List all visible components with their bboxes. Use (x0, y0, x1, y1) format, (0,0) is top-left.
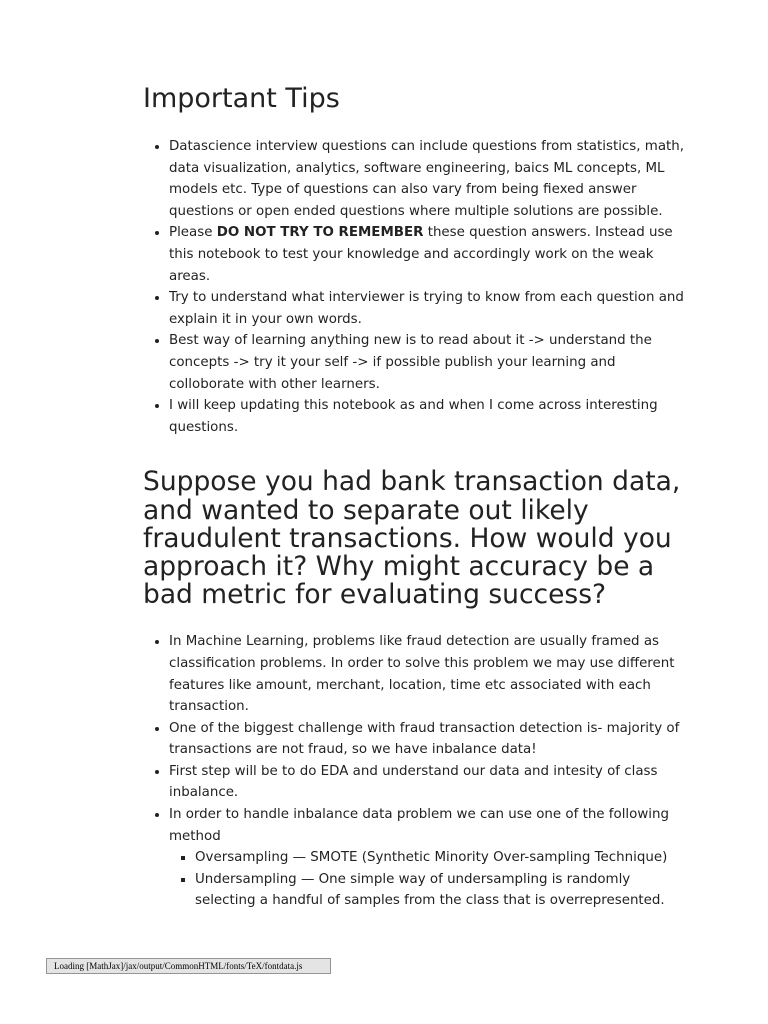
method-sublist (169, 847, 688, 912)
list-item-text: In order to handle inbalance data problem we can use one of the following method (169, 807, 669, 844)
list-item: • Datascience interview questions can include questions from statistics, math, data visualization, analytics, software engineering, baics ML concepts, ML models etc. Type of questions can also vary from being fiexed answer questions or open ended questions where multiple solutions are possible. (169, 136, 688, 222)
sub-list-item: ▪ Oversampling — SMOTE (Synthetic Minority Over-sampling Technique) (195, 847, 688, 869)
answer-list (143, 631, 688, 912)
emphasis-text: DO NOT TRY TO REMEMBER (216, 225, 424, 241)
list-item-text: these question answers. Instead use this notebook to test your knowledge and accordingly work on the weak areas. (169, 225, 673, 284)
question-heading: Suppose you had bank transaction data, and wanted to separate out likely fraudulent transactions. How would you approach it? Why might accuracy be a bad metric for evaluating success? (143, 466, 681, 611)
mathjax-loading-status: Loading [MathJax]/jax/output/CommonHTML/fonts/TeX/fontdata.js (46, 958, 331, 974)
list-item: • Best way of learning anything new is to read about it -> understand the concepts -> try it your self -> if possible publish your learning and colloborate with other learners. (169, 330, 688, 395)
tips-list (143, 136, 688, 438)
list-item (169, 222, 688, 287)
list-item (169, 804, 688, 912)
list-item: • I will keep updating this notebook as and when I come across interesting questions. (169, 395, 688, 438)
list-item: • Try to understand what interviewer is trying to know from each question and explain it in your own words. (169, 287, 688, 330)
list-item: • First step will be to do EDA and understand our data and intesity of class inbalance. (169, 761, 688, 804)
sub-list-item: ▪ Undersampling — One simple way of undersampling is randomly selecting a handful of samples from the class that is overrepresented. (195, 869, 688, 912)
tips-heading: Important Tips (143, 83, 340, 114)
list-item-text: Please (169, 225, 217, 241)
list-item: • One of the biggest challenge with fraud transaction detection is- majority of transactions are not fraud, so we have inbalance data! (169, 718, 688, 761)
notebook-content (143, 82, 688, 912)
list-item: • In Machine Learning, problems like fraud detection are usually framed as classification problems. In order to solve this problem we may use different features like amount, merchant, location, time etc associated with each transaction. (169, 631, 688, 717)
